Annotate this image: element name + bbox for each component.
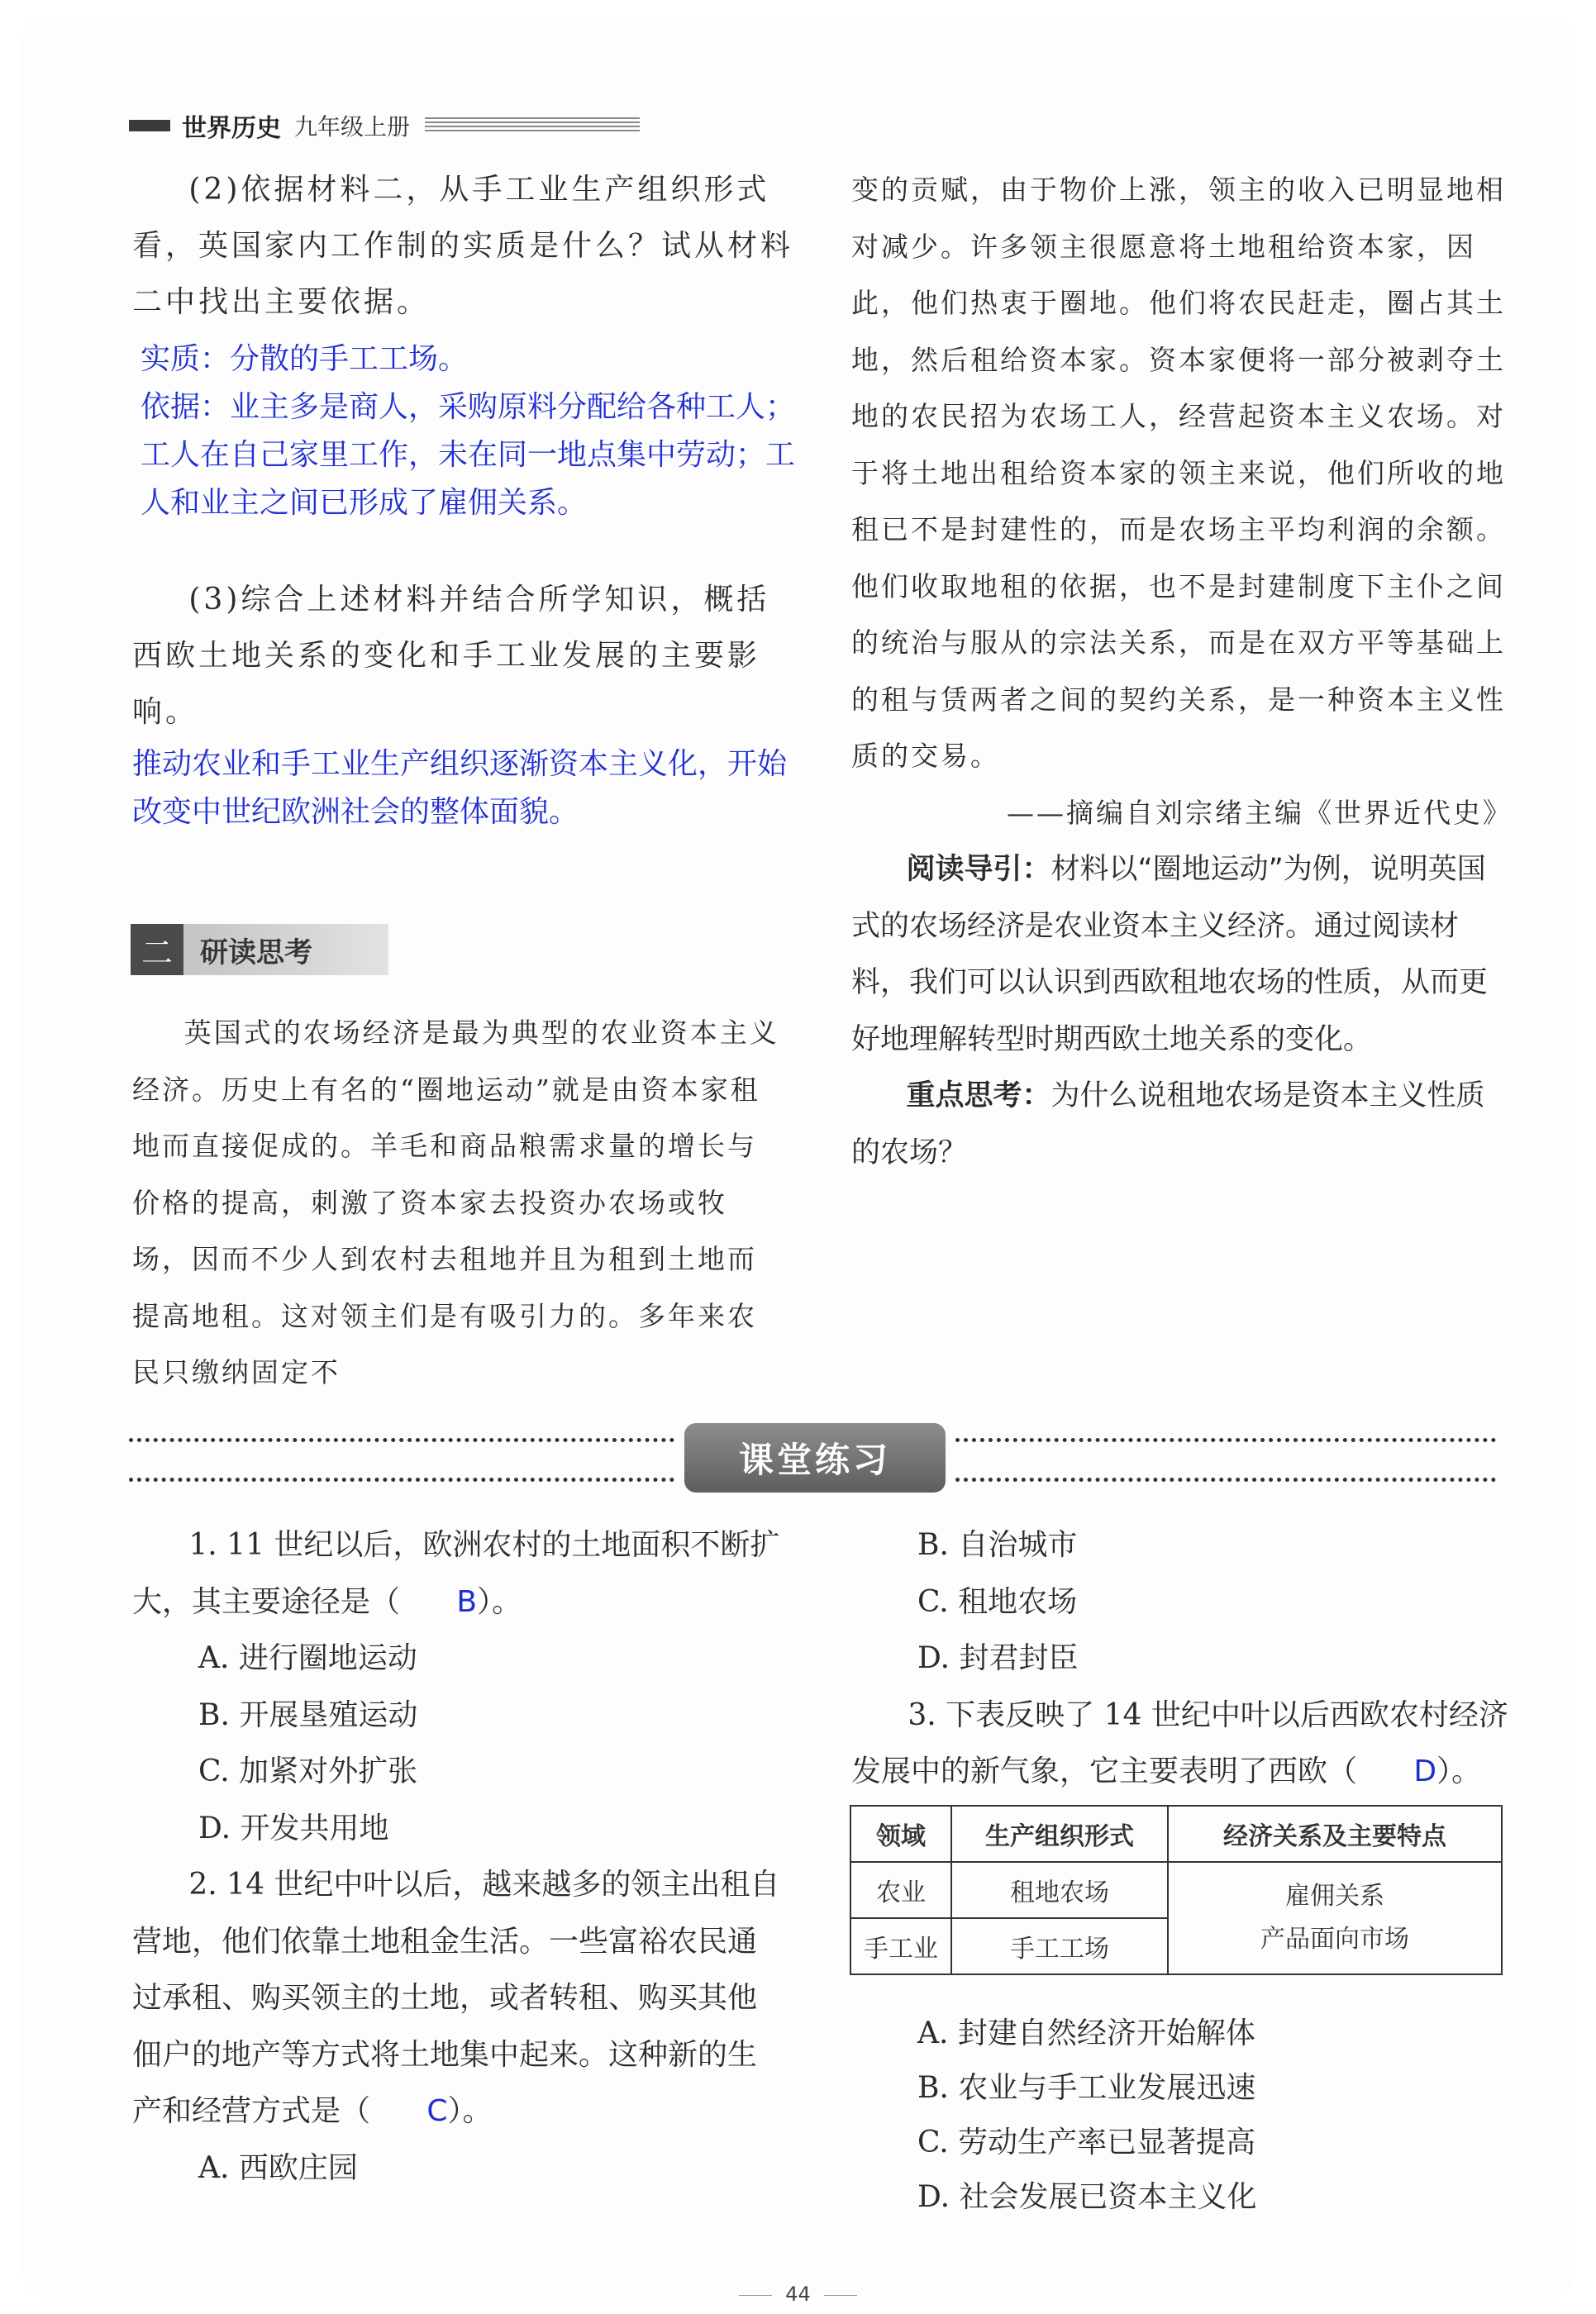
header-title: 世界历史 [182,114,281,143]
header-subtitle: 九年级上册 [294,113,411,140]
table-header-cell: 生产组织形式 [951,1806,1168,1862]
focus-lead: 重点思考： [906,1079,1051,1112]
focus-text: 为什么说租地农场是资本主义性质的农场？ [851,1079,1485,1169]
question-2: (2)依据材料二，从手工业生产组织形式看，英国家内工作制的实质是什么？试从材料二中找出主要依据。 [132,173,794,319]
table-merged-cell [1168,1862,1502,1974]
q1-option-b: B. 开展垦殖运动 [198,1697,418,1732]
left-column-questions [132,162,802,836]
practice-right-column [851,1517,1513,1801]
header-bar [129,120,170,131]
header-rule [425,117,640,134]
key-thinking [851,1068,1513,1181]
table-header-row [850,1806,1502,1862]
page-number: 44 [785,2283,811,2306]
table-row [850,1862,1502,1918]
dotted-rule-top-right [955,1438,1496,1442]
answer-2-basis: 依据：业主多是商人，采购原料分配给各种工人；工人在自己家里工作，未在同一地点集中劳动；工人和业主之间已形成了雇佣关系。 [141,390,796,520]
q2-stem-end: ）。 [447,2094,493,2128]
q2-stem [132,1857,785,2140]
merged-line-1: 雇佣关系 [1285,1882,1384,1911]
guide-text: 材料以“圈地运动”为例，说明英国式的农场经济是农业资本主义经济。通过阅读材料，我们可以认识到西欧租地农场的性质，从而更好地理解转型时期西欧土地关系的变化。 [851,853,1489,1056]
table-cell: 农业 [850,1862,951,1918]
q1-option-a: A. 进行圈地运动 [198,1641,417,1675]
section-number: 二 [131,924,183,975]
q3-option-c: C. 劳动生产率已显著提高 [917,2126,1256,2159]
source-citation: ——摘编自刘宗绪主编《世界近代史》 [1007,796,1513,829]
reading-passage-left [132,1005,785,1402]
q1-stem-text: 1. 11 世纪以后，欧洲农村的土地面积不断扩大，其主要途径是（ [132,1528,780,1619]
right-column-reading [851,162,1513,1181]
reading-text-left: 英国式的农场经济是最为典型的农业资本主义经济。历史上有名的“圈地运动”就是由资本家租地而直接促成的。羊毛和商品粮需求量的增长与价格的提高，刺激了资本家去投资办农场或牧场，因而不少人到农村去租地并且为租到土地而提高地租。这对领主们是有吸引力的。多年来农民只缴纳固定不 [132,1017,779,1388]
table-header-cell: 领域 [850,1806,951,1862]
q3-stem [851,1688,1513,1801]
q2-option-a: A. 西欧庄园 [198,2150,358,2185]
q2-option-b: B. 自治城市 [917,1528,1078,1562]
q1-option-d: D. 开发共用地 [198,1811,389,1845]
q3-option-a: A. 封建自然经济开始解体 [917,2016,1255,2050]
reading-guide [851,841,1513,1068]
merged-line-2: 产品面向市场 [1260,1925,1409,1954]
table-cell: 租地农场 [951,1862,1168,1918]
q3-options [851,2007,1513,2225]
running-header [129,109,640,142]
q3-table [850,1805,1503,1975]
q1-stem-end: ）。 [477,1584,522,1619]
answer-2-essence: 实质：分散的手工工场。 [141,342,469,376]
q2-answer: C [426,2094,448,2128]
q3-answer: D [1413,1755,1437,1788]
q1-stem [132,1517,785,1631]
table-cell: 手工业 [850,1918,951,1974]
reading-text-right: 变的贡赋，由于物价上涨，领主的收入已明显地相对减少。许多领主很愿意将土地租给资本家，因此，他们热衷于圈地。他们将农民赶走，圈占其土地，然后租给资本家。资本家便将一部分被剥夺土地的农民招为农场工人，经营起资本主义农场。对于将土地出租给资本家的领主来说，他们所收的地租已不是封建性的，而是农场主平均利润的余额。他们收取地租的依据，也不是封建制度下主仆之间的统治与服从的宗法关系，而是在双方平等基础上的租与赁两者之间的契约关系，是一种资本主义性质的交易。 [851,174,1506,772]
guide-lead: 阅读导引： [906,853,1051,886]
dotted-rule-bottom-right [955,1478,1496,1482]
table-cell: 手工工场 [951,1918,1168,1974]
q3-option-b: B. 农业与手工业发展迅速 [917,2071,1256,2105]
practice-banner: 课堂练习 [684,1423,946,1493]
q1-option-c: C. 加紧对外扩张 [198,1755,418,1788]
q1-answer: B [456,1584,478,1619]
practice-left-column [132,1517,785,2197]
q2-stem-text: 2. 14 世纪中叶以后，越来越多的领主出租自营地，他们依靠土地租金生活。一些富裕农民通过承租、购买领主的土地，或者转租、购买其他佃户的地产等方式将土地集中起来。这种新的生产和经营方式是（ [132,1868,780,2128]
page-footer [0,2283,1596,2306]
q3-stem-text: 3. 下表反映了 14 世纪中叶以后西欧农村经济发展中的新气象，它主要表明了西欧（ [851,1697,1508,1788]
q3-stem-end: ）。 [1436,1755,1482,1788]
q2-option-c: C. 租地农场 [917,1584,1078,1619]
q2-option-d: D. 封君封臣 [917,1641,1079,1675]
dotted-rule-top-left [129,1438,674,1442]
q3-option-d: D. 社会发展已资本主义化 [917,2180,1257,2214]
answer-3: 推动农业和手工业生产组织逐渐资本主义化，开始改变中世纪欧洲社会的整体面貌。 [132,747,788,829]
table-header-cell: 经济关系及主要特点 [1168,1806,1502,1862]
section-label: 研读思考 [200,936,312,969]
question-3: (3)综合上述材料并结合所学知识，概括西欧土地关系的变化和手工业发展的主要影响。 [132,583,770,729]
section-heading [131,924,388,975]
dotted-rule-bottom-left [129,1478,674,1482]
